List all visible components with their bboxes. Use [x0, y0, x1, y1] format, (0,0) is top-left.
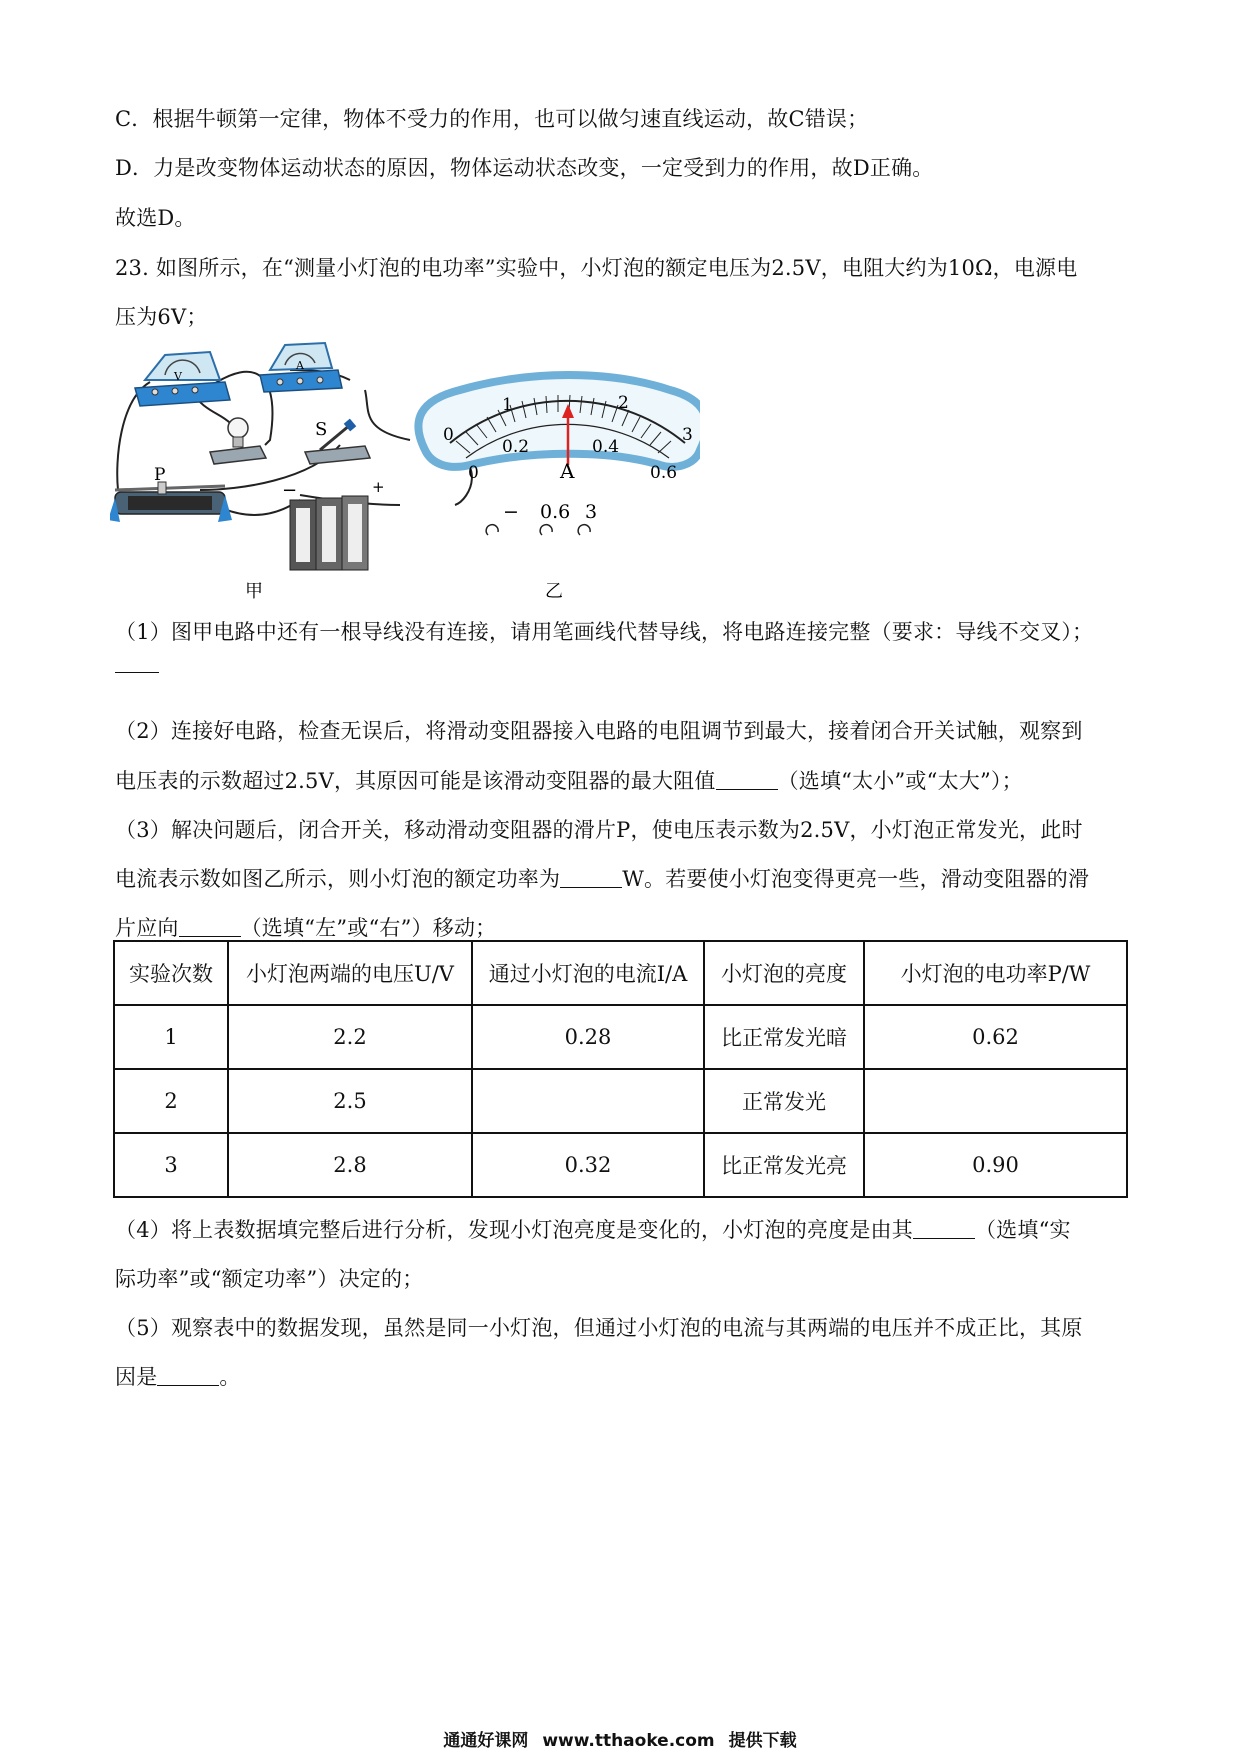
- table-row: [114, 1069, 1127, 1133]
- table-header: 通过小灯泡的电流I/A: [472, 941, 704, 1005]
- part-3-line3: [115, 913, 496, 943]
- part-3-text-a: 电流表示数如图乙所示，则小灯泡的额定功率为: [115, 867, 561, 891]
- figure-label-jia: 甲: [245, 581, 263, 602]
- table-cell: 2.8: [228, 1133, 472, 1197]
- battery: [282, 478, 385, 570]
- table-cell: 2.2: [228, 1005, 472, 1069]
- scale-bottom-0.2: 0.2: [502, 437, 530, 457]
- battery-plus: +: [372, 478, 385, 496]
- table-row: [114, 1005, 1127, 1069]
- voltmeter-letter: V: [174, 370, 182, 383]
- slider-letter: P: [154, 465, 166, 485]
- question-23-stem-line1: 23. 如图所示，在“测量小灯泡的电功率”实验中，小灯泡的额定电压为2.5V，电阻大约为10Ω，电源电: [115, 256, 1078, 280]
- part-4-line2: 际功率”或“额定功率”）决定的；: [115, 1267, 424, 1291]
- table-cell: 3: [114, 1133, 228, 1197]
- part-5-text-b: 。: [219, 1365, 241, 1389]
- switch: [305, 419, 370, 464]
- circuit-figure: [110, 340, 700, 605]
- ammeter: [260, 343, 342, 392]
- scale-bottom-0.6: 0.6: [650, 463, 678, 483]
- scale-top-1: 1: [502, 395, 513, 415]
- part-5-text-a: 因是: [115, 1365, 158, 1389]
- table-cell: 0.32: [472, 1133, 704, 1197]
- part-3-line1: （3）解决问题后，闭合开关，移动滑动变阻器的滑片P，使电压表示数为2.5V，小灯泡正常发光，此时: [115, 818, 1083, 842]
- scale-top-0: 0: [443, 425, 454, 445]
- part-5-line1: （5）观察表中的数据发现，虽然是同一小灯泡，但通过小灯泡的电流与其两端的电压并不成正比，其原: [115, 1316, 1083, 1340]
- table-header: 实验次数: [114, 941, 228, 1005]
- part-2-text-b: （选填“太小”或“太大”）；: [777, 769, 1023, 793]
- terminal-0.6: 0.6: [540, 501, 571, 523]
- question-23-stem-line2: 压为6V；: [115, 305, 208, 329]
- page-footer: [0, 1726, 1240, 1751]
- switch-letter: S: [315, 419, 328, 440]
- answer-blank: [157, 1365, 219, 1386]
- table-header-row: [114, 941, 1127, 1005]
- terminal-3: 3: [585, 501, 598, 523]
- table-cell: 2.5: [228, 1069, 472, 1133]
- part-1-text: （1）图甲电路中还有一根导线没有连接，请用笔画线代替导线，将电路连接完整（要求：导线不交叉）；: [115, 620, 1094, 644]
- answer-blank-part-1: [115, 672, 159, 673]
- table-cell: 1: [114, 1005, 228, 1069]
- part-3-text-d: （选填“左”或“右”）移动；: [240, 916, 497, 940]
- meter-unit: A: [560, 459, 575, 483]
- table-header: 小灯泡的电功率P/W: [864, 941, 1127, 1005]
- answer-blank: [560, 867, 622, 888]
- rheostat: [110, 465, 232, 522]
- part-3-text-b: W。若要使小灯泡变得更亮一些，滑动变阻器的滑: [622, 867, 1090, 891]
- table-cell: 比正常发光暗: [704, 1005, 864, 1069]
- option-d-explanation: D．力是改变物体运动状态的原因，物体运动状态改变，一定受到力的作用，故D正确。: [115, 156, 934, 180]
- ammeter-letter: A: [296, 359, 304, 372]
- part-2-text-a: 电压表的示数超过2.5V，其原因可能是该滑动变阻器的最大阻值: [115, 769, 716, 793]
- part-5-line2: [115, 1362, 241, 1392]
- data-table: [113, 940, 1128, 1198]
- part-4-text-b: （选填“实: [974, 1218, 1071, 1242]
- table-row: [114, 1133, 1127, 1197]
- scale-bottom-0.4: 0.4: [592, 437, 620, 457]
- answer-blank: [913, 1218, 975, 1239]
- table-cell: 正常发光: [704, 1069, 864, 1133]
- table-cell: 2: [114, 1069, 228, 1133]
- table-cell: 0.62: [864, 1005, 1127, 1069]
- terminal-negative: −: [503, 501, 519, 523]
- scale-top-3: 3: [682, 425, 693, 445]
- table-header: 小灯泡两端的电压U/V: [228, 941, 472, 1005]
- answer-line: 故选D。: [115, 206, 196, 230]
- part-2-line2: [115, 766, 1023, 796]
- part-4-text-a: （4）将上表数据填完整后进行分析，发现小灯泡亮度是变化的，小灯泡的亮度是由其: [115, 1218, 913, 1242]
- light-bulb: [210, 418, 266, 464]
- figure-label-yi: 乙: [545, 581, 563, 602]
- footer-site-name: 通通好课网: [443, 1731, 529, 1751]
- part-2-line1: （2）连接好电路，检查无误后，将滑动变阻器接入电路的电阻调节到最大，接着闭合开关试触，观察到: [115, 719, 1083, 743]
- ammeter-dial: [418, 375, 700, 535]
- table-cell: 比正常发光亮: [704, 1133, 864, 1197]
- footer-url[interactable]: www.tthaoke.com: [542, 1731, 715, 1751]
- scale-bottom-0: 0: [468, 463, 479, 483]
- answer-blank: [179, 916, 241, 937]
- answer-blank: [716, 769, 778, 790]
- table-cell: 0.90: [864, 1133, 1127, 1197]
- voltmeter: [135, 352, 230, 406]
- scale-top-2: 2: [618, 393, 629, 413]
- table-cell: 0.28: [472, 1005, 704, 1069]
- table-cell: [472, 1069, 704, 1133]
- battery-minus: −: [282, 480, 298, 501]
- option-c-explanation: C．根据牛顿第一定律，物体不受力的作用，也可以做匀速直线运动，故C错误；: [115, 107, 869, 131]
- table-cell: [864, 1069, 1127, 1133]
- part-4-line1: [115, 1215, 1071, 1245]
- part-3-text-c: 片应向: [115, 916, 179, 940]
- footer-tail: 提供下载: [728, 1731, 797, 1751]
- table-header: 小灯泡的亮度: [704, 941, 864, 1005]
- part-3-line2: [115, 864, 1089, 894]
